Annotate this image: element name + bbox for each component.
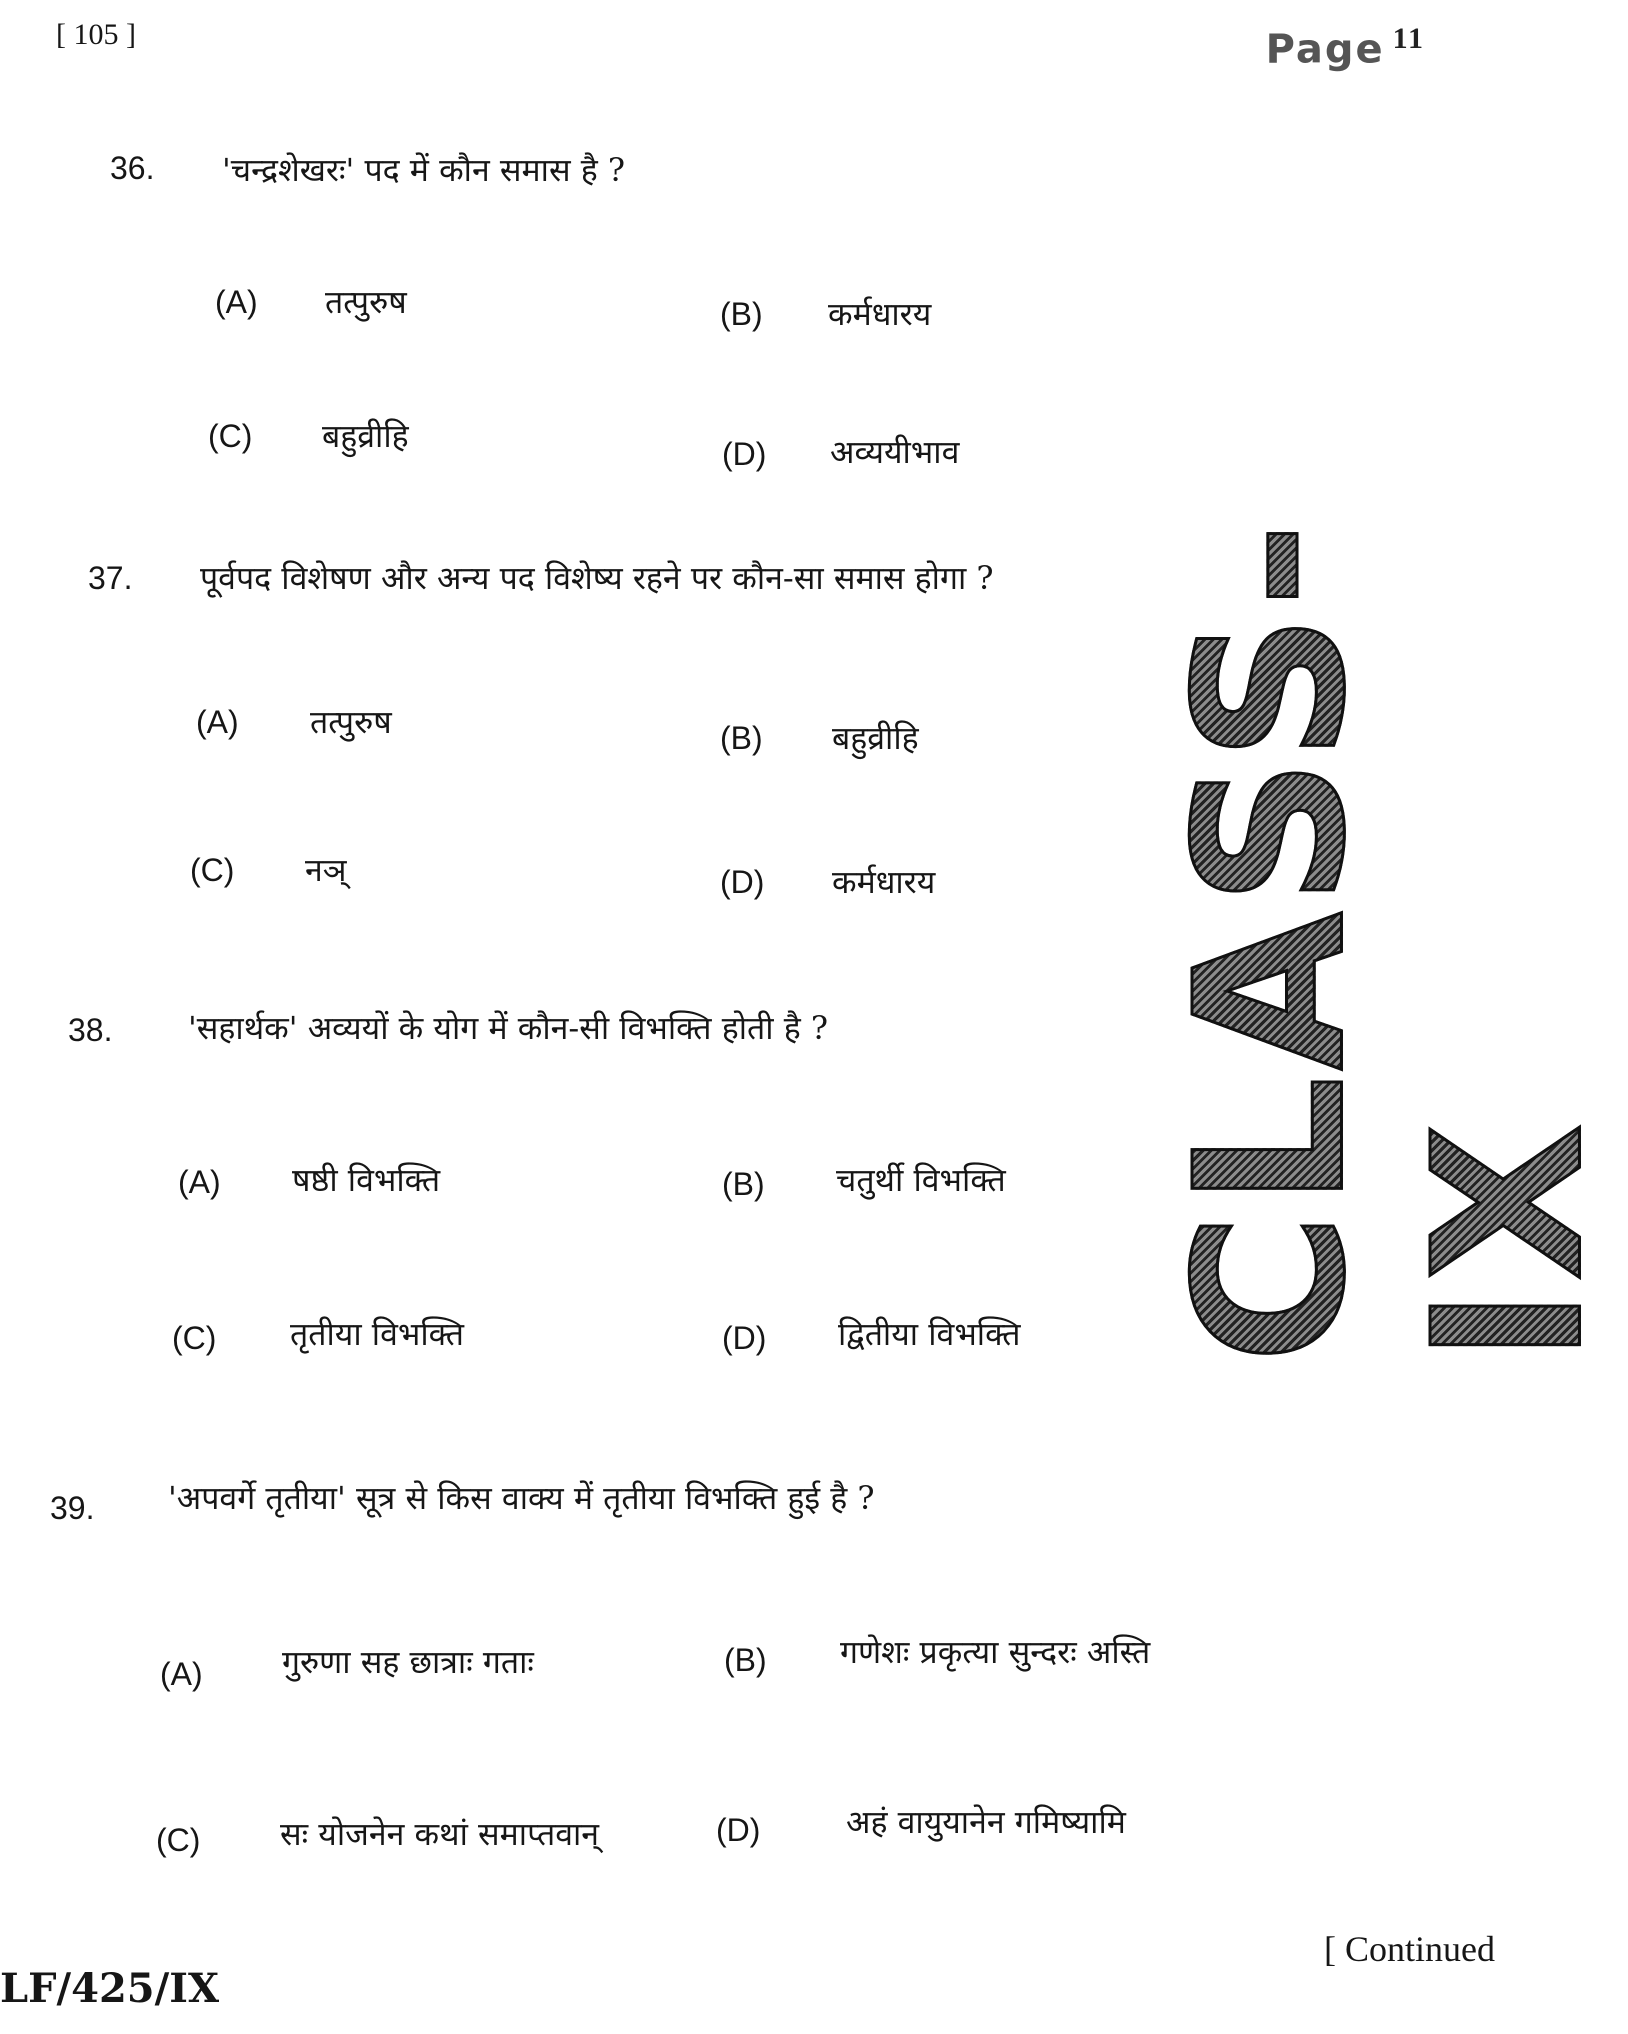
option-text: बहुव्रीहि (832, 719, 919, 757)
option-letter: (A) (178, 1164, 221, 1200)
option-letter: (B) (720, 296, 763, 332)
option-text: अव्ययीभाव (830, 433, 960, 471)
class-banner (1152, 395, 1628, 1485)
option-text: कर्मधारय (828, 295, 932, 333)
option-letter: (D) (716, 1812, 761, 1848)
option-letter: (A) (215, 284, 258, 320)
option-letter: (D) (722, 436, 767, 472)
continued-label: [ Continued (1324, 1929, 1495, 1969)
option-text: गणेशः प्रकृत्या सुन्दरः अस्ति (840, 1633, 1151, 1671)
option-letter: (C) (172, 1320, 217, 1356)
option-text: तत्पुरुष (310, 703, 392, 741)
page-number: 11 (1392, 22, 1425, 55)
question-number: 39. (50, 1490, 95, 1526)
option-text: नञ् (305, 851, 347, 889)
option-letter: (A) (196, 704, 239, 740)
page-label: Page (1265, 26, 1385, 73)
option-letter: (C) (190, 852, 235, 888)
option-letter: (B) (724, 1642, 767, 1678)
question-text: 'चन्द्रशेखरः' पद में कौन समास है ? (222, 151, 626, 189)
option-letter: (D) (720, 864, 765, 900)
question-number: 38. (68, 1012, 113, 1048)
question-text: 'अपवर्गे तृतीया' सूत्र से किस वाक्य में तृतीया विभक्ति हुई है ? (168, 1479, 875, 1517)
paper-code: [ 105 ] (56, 18, 136, 51)
footer-paper-code: LF/425/IX (0, 1965, 219, 2012)
option-text: तृतीया विभक्ति (290, 1315, 465, 1353)
option-text: चतुर्थी विभक्ति (836, 1161, 1006, 1199)
question-text: 'सहार्थक' अव्ययों के योग में कौन-सी विभक्ति होती है ? (188, 1009, 829, 1047)
option-letter: (D) (722, 1320, 767, 1356)
question-number: 37. (88, 560, 133, 596)
option-text: गुरुणा सह छात्राः गताः (282, 1643, 534, 1681)
class-banner-text: CLASS-IX (1152, 516, 1628, 1364)
option-text: बहुव्रीहि (322, 417, 409, 455)
question-text: पूर्वपद विशेषण और अन्य पद विशेष्य रहने पर कौन-सा समास होगा ? (200, 559, 994, 597)
option-text: तत्पुरुष (325, 283, 407, 321)
option-letter: (B) (722, 1166, 765, 1202)
option-letter: (A) (160, 1656, 203, 1692)
question-number: 36. (110, 150, 155, 186)
option-text: षष्ठी विभक्ति (292, 1161, 441, 1199)
option-letter: (C) (156, 1822, 201, 1858)
option-text: द्वितीया विभक्ति (838, 1315, 1021, 1353)
page-indicator (1266, 22, 1425, 72)
option-text: सः योजनेन कथां समाप्तवान् (280, 1815, 600, 1853)
option-letter: (B) (720, 720, 763, 756)
option-text: कर्मधारय (832, 863, 936, 901)
option-letter: (C) (208, 418, 253, 454)
option-text: अहं वायुयानेन गमिष्यामि (846, 1803, 1126, 1841)
